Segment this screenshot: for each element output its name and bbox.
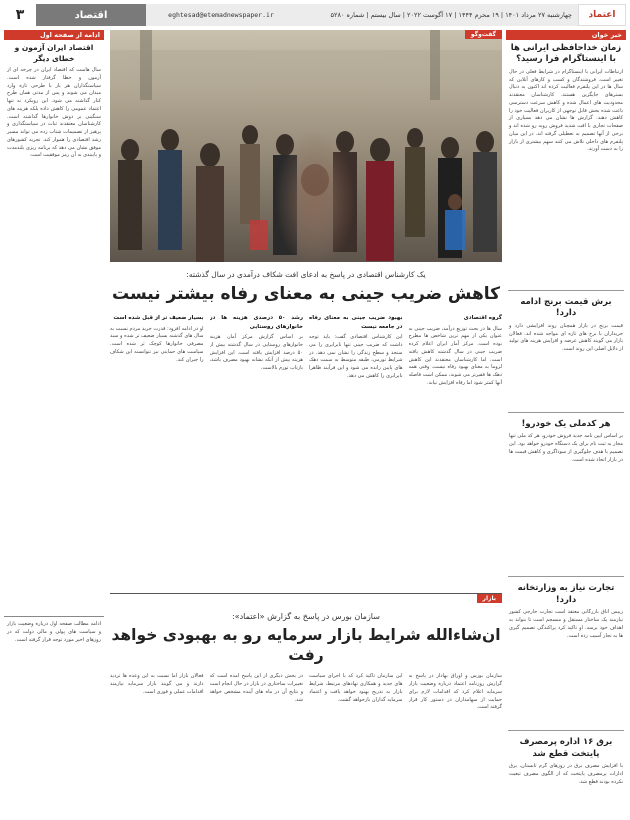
article-column <box>409 311 503 589</box>
right-column-bar: خبر خوان <box>506 30 626 40</box>
article-subhead: بسیار ضعیف تر از قبل شده است <box>113 315 204 322</box>
divider <box>508 290 624 291</box>
column-text: سال هاست که اقتصاد ایران در چرخه ای از آزمون و خطا گرفتار شده است. سیاستگذاران هر بار با طرحی تازه وارد میدان می شوند و پس از مدتی همان طرح کنار گذاشته می شود. این رویکرد نه تنها اعتماد عمومی را کاهش داده بلکه هزینه های سنگینی بر دوش خانوارها گذاشته است. کارشناسان معتقدند ثبات در سیاستگذاری و پرهیز از تصمیمات شتاب زده می تواند مسیر رشد اقتصادی را هموار کند. تجربه کشورهای موفق نشان می دهد که برنامه ریزی بلندمدت و پایبندی به آن رمز موفقیت است. <box>7 67 101 159</box>
article-body <box>110 673 502 820</box>
article-text: این سازمان تاکید کرد که با اجرای سیاست های جدید و همکاری نهادهای مرتبط، شرایط بازار به تدریج بهبود خواهد یافت و اعتماد سرمایه گذاران بازخواهد گشت. <box>309 673 403 703</box>
section-divider <box>110 593 502 603</box>
story-title: زمان خداحافظی ایرانی ها با اینستاگرام فرا رسید؟ <box>510 43 622 65</box>
main-column <box>110 30 502 816</box>
article-text: سازمان بورس و اوراق بهادار در پاسخ به گزارش روزنامه اعتماد درباره وضعیت بازار سرمایه اعلام کرد که اقدامات لازم برای حمایت از سهامداران در دستور کار قرار گرفته است. <box>408 673 502 711</box>
story-text: ارتباطات ایرانی با اینستاگرام در شرایط فعلی در حال تغییر است. فروشندگان و کسب و کارهای آنلاین که سال ها در این پلتفرم فعالیت کرده اند اکنون به دنبال بسترهای جایگزین هستند. کارشناسان معتقدند محدودیت های اعمال شده و کاهش سرعت دسترسی باعث شده بخش قابل توجهی از کاربران فعالیت خود را کاهش دهند. گزارش ها نشان می دهد بسیاری از صفحات تجاری با افت شدید فروش روبه رو شده اند و برخی از آنها تصمیم به تعطیلی گرفته اند. در این میان پلتفرم های داخلی تلاش می کنند سهم بیشتری از بازار را به دست آورند. <box>509 68 623 153</box>
article-subhead: رشد ۵۰ درصدی هزینه ها در خانوارهای روستایی <box>209 315 303 330</box>
continued-section <box>4 616 104 816</box>
article-subhead: گروه اقتصادی <box>463 315 502 322</box>
article-kicker: یک کارشناس اقتصادی در پاسخ به ادعای افت شکاف درآمدی در سال گذشته: <box>186 270 426 279</box>
story-text: رییس اتاق بازرگانی معتقد است تجارت خارجی کشور نیازمند یک ساختار مستقل و منسجم است تا بتواند به اهداف خود برسد. او تاکید کرد پراکندگی تصمیم گیری ها به تجار آسیب زده است. <box>509 609 623 639</box>
photo-section-badge: گفت‌وگو <box>465 30 502 39</box>
divider <box>508 576 624 577</box>
article-text: در بخش دیگری از این پاسخ آمده است که تغییرات ساختاری در بازار در حال انجام است و نتایج آن در ماه های آینده مشخص خواهد شد. <box>209 673 303 703</box>
story-title: هر کدملی یک خودرو! <box>521 418 611 429</box>
article-subhead: بهبود ضریب جینی به معنای رفاه در جامعه نیست <box>309 315 403 330</box>
article-kicker: سازمان بورس در پاسخ به گزارش «اعتماد»: <box>232 612 380 622</box>
divider <box>508 730 624 731</box>
masthead <box>4 4 626 26</box>
article-headline: ان‌شاءالله شرایط بازار سرمایه رو به بهبودی خواهد رفت <box>111 626 501 665</box>
article-text: سال ها در بحث توزیع درآمد، ضریب جینی به عنوان یکی از مهم ترین شاخص ها مطرح بوده است. مرکز آمار ایران اعلام کرده ضریب جینی در سال گذشته کاهش یافته است. اما کارشناسان معتقدند این کاهش لزوما به معنای بهبود رفاه نیست. وقتی همه دهک ها فقیرتر می شوند، ممکن است فاصله آنها کمتر شود اما رفاه افزایش نیابد. <box>408 325 502 386</box>
article-text: این کارشناس اقتصادی گفت: باید توجه داشت که ضریب جینی تنها نابرابری را می سنجد و سطح زندگی را نشان نمی دهد. در شرایط تورمی، طبقه متوسط به سمت دهک های پایین رانده می شود و این فرآیند ظاهرا نابرابری را کاهش می دهد. <box>309 334 403 379</box>
left-column <box>4 30 104 816</box>
right-column <box>506 30 626 816</box>
story-title: تجارت نیاز به وزارتخانه دارد! <box>517 583 615 605</box>
story-text: با افزایش مصرف برق در روزهای گرم تابستان، برق ادارات پرمصرف پایتخت که از الگوی مصرف تبعیت نکرده بودند قطع شد. <box>509 763 623 785</box>
column-title: اقتصاد ایران آزمون و خطای دیگر <box>14 43 94 63</box>
story-title: برق ۱۶ اداره پرمصرف پایتخت قطع شد <box>519 737 613 759</box>
continued-text: ادامه مطالب صفحه اول درباره وضعیت بازار و سیاست های پولی و مالی دولت که در روزهای اخیر مورد توجه قرار گرفته است. <box>7 621 101 643</box>
story-text: بر اساس آیین نامه جدید فروش خودرو، هر کد ملی تنها مجاز به ثبت نام برای یک دستگاه خودرو خواهد بود. این تصمیم با هدف جلوگیری از سوداگری و کاهش قیمت ها در بازار اتخاذ شده است. <box>509 433 623 463</box>
crowd-image <box>110 30 502 262</box>
article-column <box>110 311 204 589</box>
article-text: او در ادامه افزود: قدرت خرید مردم نسبت به سال های گذشته بسیار ضعیف تر شده و سبد مصرفی خانوارها کوچک تر شده است. سیاست های حمایتی نیز نتوانسته این شکاف را جبران کند. <box>110 325 204 363</box>
article-text: بر اساس گزارش مرکز آمار، هزینه خانوارهای روستایی در سال گذشته بیش از ۵۰ درصد افزایش یافته است. این افزایش هزینه بیش از آنکه نشانه بهبود مصرف باشد، بازتاب تورم بالاست. <box>209 334 303 372</box>
article-column <box>309 311 403 589</box>
newspaper-logo: اعتماد <box>578 4 626 26</box>
left-column-bar: ادامه از صفحه اول <box>4 30 104 40</box>
date-line: چهارشنبه ۲۷ مرداد ۱۴۰۱ | ۱۹ محرم ۱۴۴۴ | ۱۷ آگوست ۲۰۲۲ | سال بیستم | شماره ۵۲۸۰ <box>296 4 578 26</box>
article-headline: کاهش ضریب جینی به معنای رفاه بیشتر نیست <box>111 284 501 304</box>
section-title: اقتصاد <box>36 4 146 26</box>
page-number: ۳ <box>4 4 36 26</box>
story-title: برش قیمت برنج ادامه دارد! <box>520 296 612 319</box>
article-text: فعالان بازار اما نسبت به این وعده ها تردید دارند و می گویند بازار سرمایه نیازمند اقدامات عملی و فوری است. <box>110 673 204 695</box>
divider <box>508 412 624 413</box>
article-column <box>210 311 304 589</box>
section-badge: بازار <box>477 594 502 603</box>
article-body <box>110 311 502 589</box>
section-email: eghtesad@etemadnewspaper.ir <box>146 4 296 26</box>
story-text: قیمت برنج در بازار همچنان روند افزایشی دارد و خریداران با نرخ های تازه ای مواجه شده اند. فعالان بازار می گویند کاهش عرضه و افزایش هزینه های تولید از دلایل اصلی این روند است. <box>509 322 623 353</box>
crowd-photo <box>110 30 502 262</box>
